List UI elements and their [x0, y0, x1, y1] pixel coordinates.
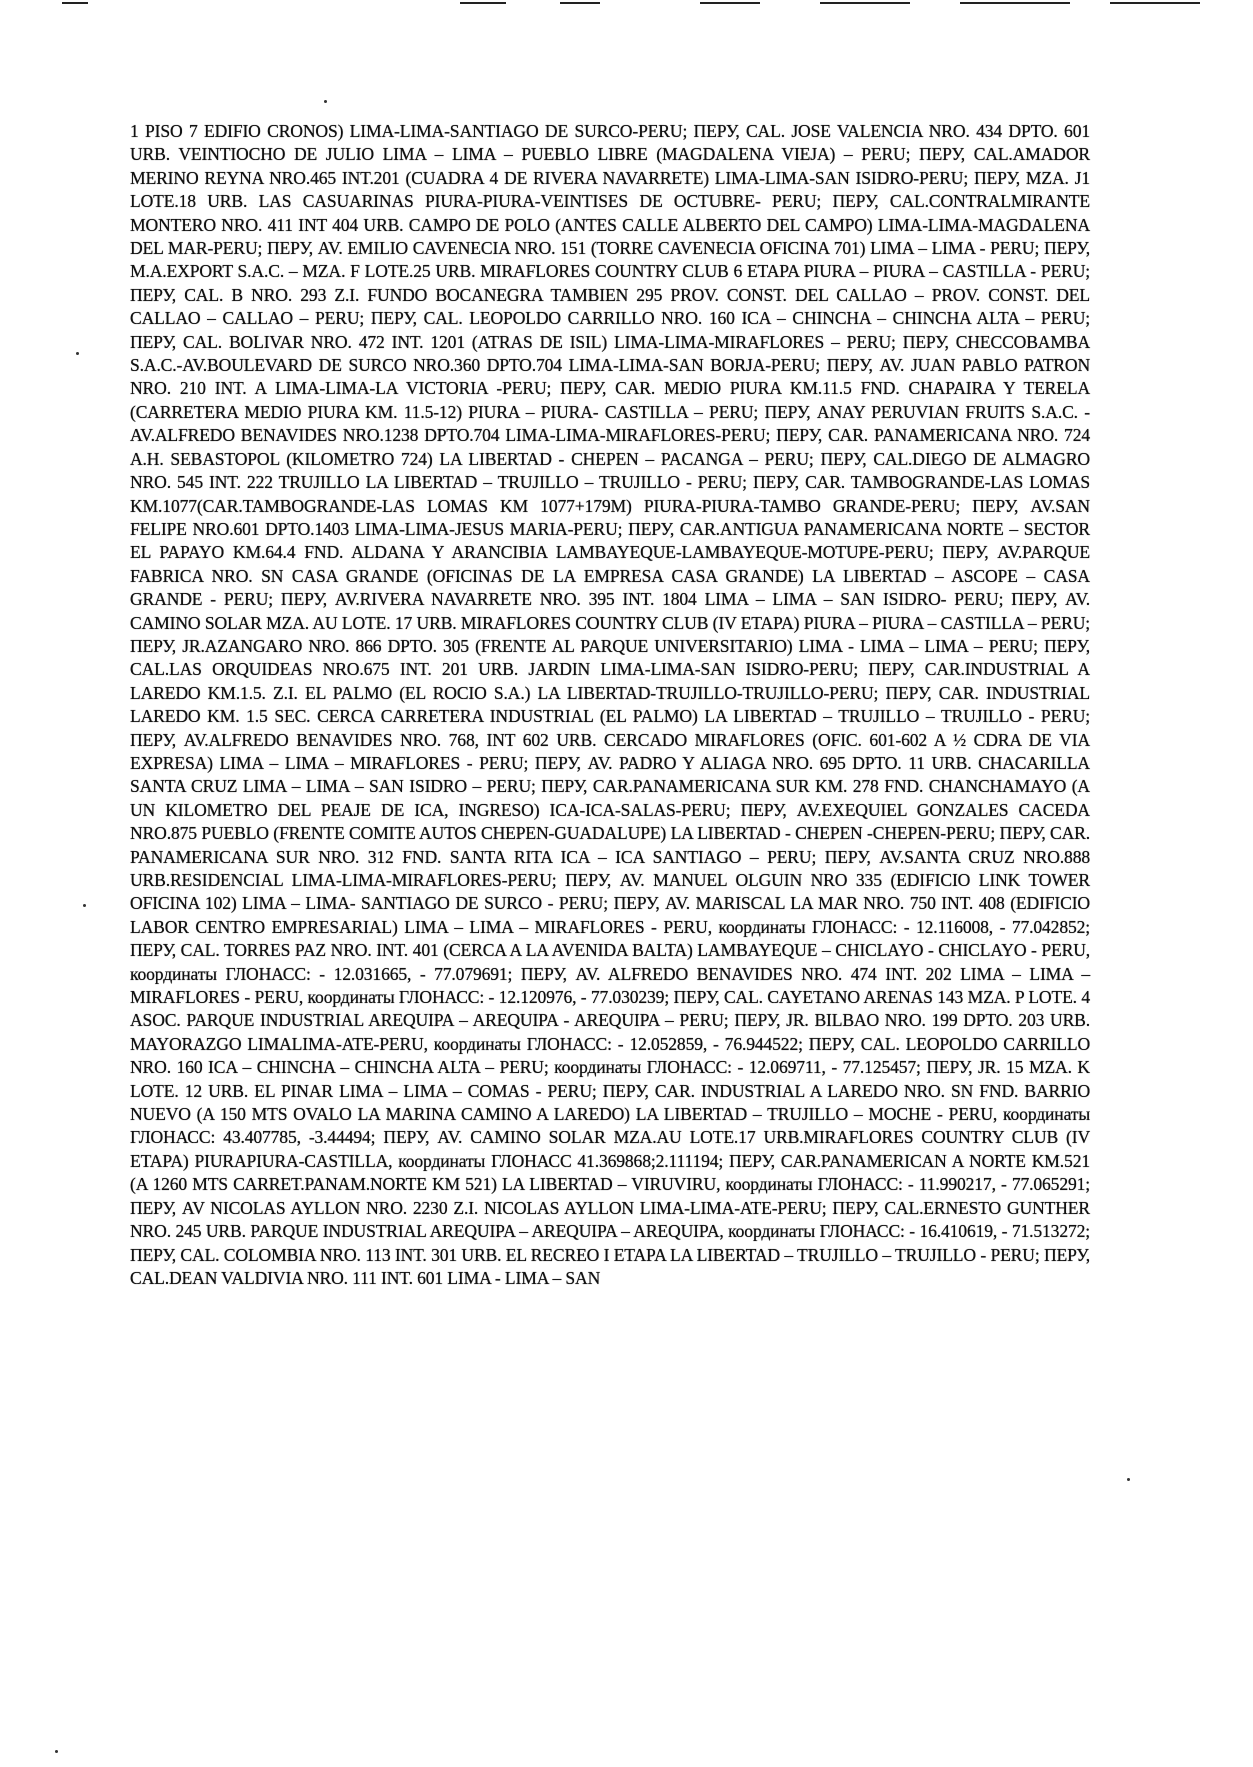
scan-speck: [55, 1750, 58, 1753]
address-list-paragraph: 1 PISO 7 EDIFIO CRONOS) LIMA-LIMA-SANTIAGO DE SURCO-PERU; ПЕРУ, CAL. JOSE VALENCIA NRO. 434 DPTO. 601 URB. VEINTIOCHO DE JULIO LIMA – LIMA – PUEBLO LIBRE (MAGDALENA VIEJA) – PERU; ПЕРУ, CAL.AMADOR MERINO REYNA NRO.465 INT.201 (CUADRA 4 DE RIVERA NAVARRETE) LIMA-LIMA-SAN ISIDRO-PERU; ПЕРУ, MZA. J1 LOTE.18 URB. LAS CASUARINAS PIURA-PIURA-VEINTISES DE OCTUBRE- PERU; ПЕРУ, CAL.CONTRALMIRANTE MONTERO NRO. 411 INT 404 URB. CAMPO DE POLO (ANTES CALLE ALBERTO DEL CAMPO) LIMA-LIMA-MAGDALENA DEL MAR-PERU; ПЕРУ, AV. EMILIO CAVENECIA NRO. 151 (TORRE CAVENECIA OFICINA 701) LIMA – LIMA - PERU; ПЕРУ, M.A.EXPORT S.A.C. – MZA. F LOTE.25 URB. MIRAFLORES COUNTRY CLUB 6 ETAPA PIURA – PIURA – CASTILLA - PERU; ПЕРУ, CAL. B NRO. 293 Z.I. FUNDO BOCANEGRA TAMBIEN 295 PROV. CONST. DEL CALLAO – PROV. CONST. DEL CALLAO – CALLAO – PERU; ПЕРУ, CAL. LEOPOLDO CARRILLO NRO. 160 ICA – CHINCHA – CHINCHA ALTA – PERU; ПЕРУ, CAL. BOLIVAR NRO. 472 INT. 1201 (ATRAS DE ISIL) LIMA-LIMA-MIRAFLORES – PERU; ПЕРУ, CHECCOBAMBA S.A.C.-AV.BOULEVARD DE SURCO NRO.360 DPTO.704 LIMA-LIMA-SAN BORJA-PERU; ПЕРУ, AV. JUAN PABLO PATRON NRO. 210 INT. A LIMA-LIMA-LA VICTORIA -PERU; ПЕРУ, CAR. MEDIO PIURA KM.11.5 FND. CHAPAIRA Y TERELA (CARRETERA MEDIO PIURA KM. 11.5-12) PIURA – PIURA- CASTILLA – PERU; ПЕРУ, ANAY PERUVIAN FRUITS S.A.C. -AV.ALFREDO BENAVIDES NRO.1238 DPTO.704 LIMA-LIMA-MIRAFLORES-PERU; ПЕРУ, CAR. PANAMERICANA NRO. 724 A.H. SEBASTOPOL (KILOMETRO 724) LA LIBERTAD - CHEPEN – PACANGA – PERU; ПЕРУ, CAL.DIEGO DE ALMAGRO NRO. 545 INT. 222 TRUJILLO LA LIBERTAD – TRUJILLO – TRUJILLO - PERU; ПЕРУ, CAR. TAMBOGRANDE-LAS LOMAS KM.1077(CAR.TAMBOGRANDE-LAS LOMAS KM 1077+179M) PIURA-PIURA-TAMBO GRANDE-PERU; ПЕРУ, AV.SAN FELIPE NRO.601 DPTO.1403 LIMA-LIMA-JESUS MARIA-PERU; ПЕРУ, CAR.ANTIGUA PANAMERICANA NORTE – SECTOR EL PAPAYO KM.64.4 FND. ALDANA Y ARANCIBIA LAMBAYEQUE-LAMBAYEQUE-MOTUPE-PERU; ПЕРУ, AV.PARQUE FABRICA NRO. SN CASA GRANDE (OFICINAS DE LA EMPRESA CASA GRANDE) LA LIBERTAD – ASCOPE – CASA GRANDE - PERU; ПЕРУ, AV.RIVERA NAVARRETE NRO. 395 INT. 1804 LIMA – LIMA – SAN ISIDRO- PERU; ПЕРУ, AV. CAMINO SOLAR MZA. AU LOTE. 17 URB. MIRAFLORES COUNTRY CLUB (IV ETAPA) PIURA – PIURA – CASTILLA – PERU; ПЕРУ, JR.AZANGARO NRO. 866 DPTO. 305 (FRENTE AL PARQUE UNIVERSITARIO) LIMA - LIMA – LIMA – PERU; ПЕРУ, CAL.LAS ORQUIDEAS NRO.675 INT. 201 URB. JARDIN LIMA-LIMA-SAN ISIDRO-PERU; ПЕРУ, CAR.INDUSTRIAL A LAREDO KM.1.5. Z.I. EL PALMO (EL ROCIO S.A.) LA LIBERTAD-TRUJILLO-TRUJILLO-PERU; ПЕРУ, CAR. INDUSTRIAL LAREDO KM. 1.5 SEC. CERCA CARRETERA INDUSTRIAL (EL PALMO) LA LIBERTAD – TRUJILLO – TRUJILLO - PERU; ПЕРУ, AV.ALFREDO BENAVIDES NRO. 768, INT 602 URB. CERCADO MIRAFLORES (OFIC. 601-602 A ½ CDRA DE VIA EXPRESA) LIMA – LIMA – MIRAFLORES - PERU; ПЕРУ, AV. PADRO Y ALIAGA NRO. 695 DPTO. 11 URB. CHACARILLA SANTA CRUZ LIMA – LIMA – SAN ISIDRO – PERU; ПЕРУ, CAR.PANAMERICANA SUR KM. 278 FND. CHANCHAMAYO (A UN KILOMETRO DEL PEAJE DE ICA, INGRESO) ICA-ICA-SALAS-PERU; ПЕРУ, AV.EXEQUIEL GONZALES CACEDA NRO.875 PUEBLO (FRENTE COMITE AUTOS CHEPEN-GUADALUPE) LA LIBERTAD - CHEPEN -CHEPEN-PERU; ПЕРУ, CAR. PANAMERICANA SUR NRO. 312 FND. SANTA RITA ICA – ICA SANTIAGO – PERU; ПЕРУ, AV.SANTA CRUZ NRO.888 URB.RESIDENCIAL LIMA-LIMA-MIRAFLORES-PERU; ПЕРУ, AV. MANUEL OLGUIN NRO 335 (EDIFICIO LINK TOWER OFICINA 102) LIMA – LIMA- SANTIAGO DE SURCO - PERU; ПЕРУ, AV. MARISCAL LA MAR NRO. 750 INT. 408 (EDIFICIO LABOR CENTRO EMPRESARIAL) LIMA – LIMA – MIRAFLORES - PERU, координаты ГЛОНАСС: - 12.116008, - 77.042852; ПЕРУ, CAL. TORRES PAZ NRO. INT. 401 (CERCA A LA AVENIDA BALTA) LAMBAYEQUE – CHICLAYO - CHICLAYO - PERU, координаты ГЛОНАСС: - 12.031665, - 77.079691; ПЕРУ, AV. ALFREDO BENAVIDES NRO. 474 INT. 202 LIMA – LIMA – MIRAFLORES - PERU, координаты ГЛОНАСС: - 12.120976, - 77.030239; ПЕРУ, CAL. CAYETANO ARENAS 143 MZA. P LOTE. 4 ASOC. PARQUE INDUSTRIAL AREQUIPA – AREQUIPA - AREQUIPA – PERU; ПЕРУ, JR. BILBAO NRO. 199 DPTO. 203 URB. MAYORAZGO LIMALIMA-ATE-PERU, координаты ГЛОНАСС: - 12.052859, - 76.944522; ПЕРУ, CAL. LEOPOLDO CARRILLO NRO. 160 ICA – CHINCHA – CHINCHA ALTA – PERU; координаты ГЛОНАСС: - 12.069711, - 77.125457; ПЕРУ, JR. 15 MZA. K LOTE. 12 URB. EL PINAR LIMA – LIMA – COMAS - PERU; ПЕРУ, CAR. INDUSTRIAL A LAREDO NRO. SN FND. BARRIO NUEVO (A 150 MTS OVALO LA MARINA CAMINO A LAREDO) LA LIBERTAD – TRUJILLO – MOCHE - PERU, координаты ГЛОНАСС: 43.407785, -3.44494; ПЕРУ, AV. CAMINO SOLAR MZA.AU LOTE.17 URB.MIRAFLORES COUNTRY CLUB (IV ETAPA) PIURAPIURA-CASTILLA, координаты ГЛОНАСС 41.369868;2.111194; ПЕРУ, CAR.PANAMERICAN A NORTE KM.521 (A 1260 MTS CARRET.PANAM.NORTE KM 521) LA LIBERTAD – VIRUVIRU, координаты ГЛОНАСС: - 11.990217, - 77.065291; ПЕРУ, AV NICOLAS AYLLON NRO. 2230 Z.I. NICOLAS AYLLON LIMA-LIMA-ATE-PERU; ПЕРУ, CAL.ERNESTO GUNTHER NRO. 245 URB. PARQUE INDUSTRIAL AREQUIPA – AREQUIPA – AREQUIPA, координаты ГЛОНАСС: - 16.410619, - 71.513272; ПЕРУ, CAL. COLOMBIA NRO. 113 INT. 301 URB. EL RECREO I ETAPA LA LIBERTAD – TRUJILLO – TRUJILLO - PERU; ПЕРУ, CAL.DEAN VALDIVIA NRO. 111 INT. 601 LIMA - LIMA – SAN: [130, 121, 1090, 1288]
scan-speck: [1127, 1478, 1130, 1481]
scan-speck: [324, 100, 327, 103]
scan-speck: [76, 352, 79, 355]
scan-speck: [83, 904, 86, 907]
top-scan-edge: [0, 0, 1253, 8]
